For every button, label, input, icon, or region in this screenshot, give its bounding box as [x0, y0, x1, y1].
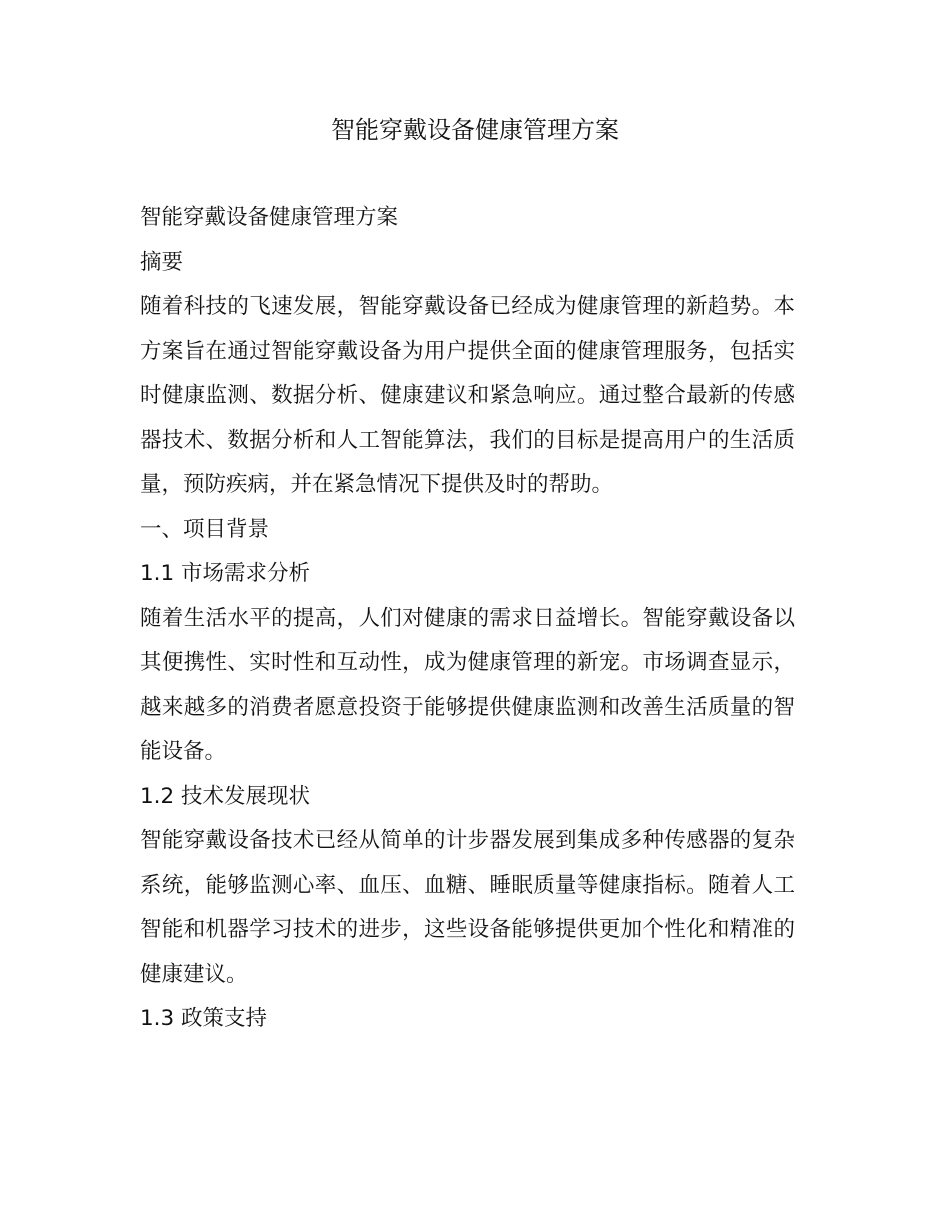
subsection-1-1-heading: 1.1 市场需求分析 — [140, 561, 311, 586]
abstract-paragraph: 随着科技的飞速发展，智能穿戴设备已经成为健康管理的新趋势。本方案旨在通过智能穿戴设备为用户提供全面的健康管理服务，包括实时健康监测、数据分析、健康建议和紧急响应。通过整合最新的传感器技术、数据分析和人工智能算法，我们的目标是提高用户的生活质量，预防疾病，并在紧急情况下提供及时的帮助。 — [140, 294, 795, 497]
document-title: 智能穿戴设备健康管理方案 — [331, 116, 619, 144]
subsection-1-3-heading: 1.3 政策支持 — [140, 1006, 268, 1031]
abstract-heading: 摘要 — [140, 249, 184, 275]
subsection-1-2-paragraph: 智能穿戴设备技术已经从简单的计步器发展到集成多种传感器的复杂系统，能够监测心率、血压、血糖、睡眠质量等健康指标。随着人工智能和机器学习技术的进步，这些设备能够提供更加个性化和精准的健康建议。 — [140, 828, 795, 987]
document-body — [140, 196, 795, 1042]
document-subtitle: 智能穿戴设备健康管理方案 — [140, 205, 399, 230]
subsection-1-1-paragraph: 随着生活水平的提高，人们对健康的需求日益增长。智能穿戴设备以其便携性、实时性和互动性，成为健康管理的新宠。市场调查显示，越来越多的消费者愿意投资于能够提供健康监测和改善生活质量的智能设备。 — [140, 605, 795, 764]
subsection-1-2-heading: 1.2 技术发展现状 — [140, 783, 311, 809]
section-1-heading: 一、项目背景 — [140, 516, 270, 542]
